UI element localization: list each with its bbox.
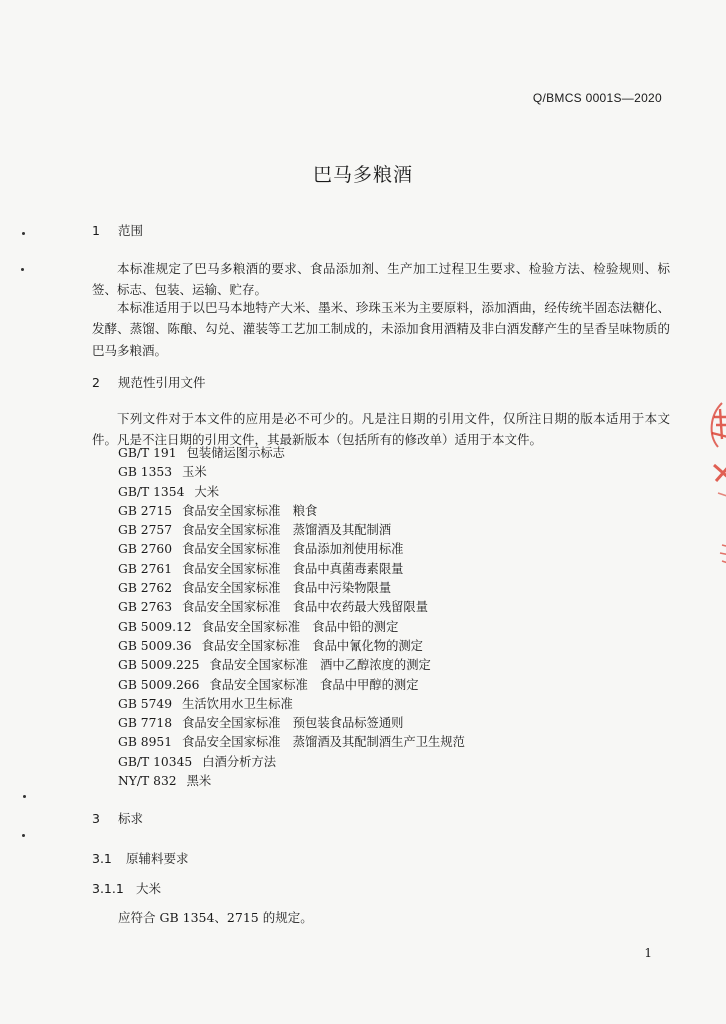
page-number: 1 — [644, 946, 652, 960]
reference-title: 食品安全国家标准 食品中真菌毒素限量 — [182, 561, 404, 576]
scan-speck — [23, 795, 26, 798]
reference-title: 玉米 — [182, 465, 207, 480]
section-2-heading — [92, 373, 206, 391]
section-3-heading — [92, 809, 143, 827]
official-seal-stamp — [700, 395, 726, 585]
reference-item — [118, 463, 465, 482]
reference-list — [118, 444, 465, 791]
reference-code: GB 2715 — [118, 503, 173, 518]
section-3-1-1-text: 应符合 GB 1354、2715 的规定。 — [118, 910, 313, 925]
reference-code: GB 2760 — [118, 542, 173, 557]
reference-item — [118, 579, 465, 598]
section-1-paragraph-1: 本标准规定了巴马多粮酒的要求、食品添加剂、生产加工过程卫生要求、检验方法、检验规则、标签、标志、包装、运输、贮存。 — [92, 261, 670, 298]
reference-title: 生活饮用水卫生标准 — [182, 696, 293, 711]
reference-item — [118, 695, 465, 714]
reference-code: GB 5009.12 — [118, 619, 192, 634]
reference-item — [118, 521, 465, 540]
reference-item — [118, 753, 465, 772]
reference-item — [118, 714, 465, 733]
reference-code: GB 7718 — [118, 716, 173, 731]
reference-code: GB 2762 — [118, 581, 173, 596]
reference-title: 白酒分析方法 — [202, 754, 277, 769]
document-title: 巴马多粮酒 — [312, 164, 413, 186]
reference-title: 食品安全国家标准 蒸馏酒及其配制酒生产卫生规范 — [182, 735, 465, 750]
reference-code: GB 2763 — [118, 600, 173, 615]
reference-item — [118, 618, 465, 637]
reference-title: 食品安全国家标准 食品中铅的测定 — [201, 619, 399, 634]
reference-code: GB 1353 — [118, 465, 173, 480]
reference-code: GB 5009.266 — [118, 677, 200, 692]
reference-title: 食品安全国家标准 蒸馏酒及其配制酒 — [182, 523, 392, 538]
reference-title: 食品安全国家标准 食品中甲醇的测定 — [209, 677, 419, 692]
reference-code: GB/T 191 — [118, 446, 177, 460]
section-title: 范围 — [117, 223, 143, 238]
section-number: 1 — [92, 223, 100, 238]
section-1-paragraph-2: 本标准适用于以巴马本地特产大米、墨米、珍珠玉米为主要原料，添加酒曲，经传统半固态法糖化、发酵、蒸馏、陈酿、勾兑、灌装等工艺加工制成的，未添加食用酒精及非白酒发酵产生的呈香呈味物质的巴马多粮酒。 — [92, 300, 670, 358]
reference-item — [118, 598, 465, 617]
reference-title: 食品安全国家标准 酒中乙醇浓度的测定 — [209, 658, 431, 673]
section-number: 3.1 — [92, 851, 112, 866]
section-number: 3.1.1 — [92, 881, 124, 896]
reference-title: 食品安全国家标准 食品中氰化物的测定 — [201, 638, 423, 653]
section-title: 大米 — [135, 881, 161, 896]
reference-code: GB 5009.36 — [118, 638, 192, 653]
reference-code: GB 8951 — [118, 735, 173, 750]
reference-title: 食品安全国家标准 预包装食品标签通则 — [182, 716, 404, 731]
reference-title: 食品安全国家标准 食品添加剂使用标准 — [182, 542, 404, 557]
reference-item — [118, 444, 465, 463]
scan-speck — [22, 232, 25, 235]
reference-item — [118, 483, 465, 502]
reference-title: 食品安全国家标准 食品中农药最大残留限量 — [182, 600, 429, 615]
reference-item — [118, 637, 465, 656]
reference-item — [118, 560, 465, 579]
reference-code: NY/T 832 — [118, 774, 177, 789]
reference-item — [118, 676, 465, 695]
reference-title: 包装储运图示标志 — [186, 446, 285, 460]
reference-item — [118, 540, 465, 559]
reference-item — [118, 656, 465, 675]
section-number: 2 — [92, 375, 100, 390]
section-title: 规范性引用文件 — [117, 375, 206, 390]
section-title: 标求 — [117, 811, 143, 826]
section-1-heading — [92, 221, 143, 239]
reference-code: GB 5749 — [118, 696, 173, 711]
standard-code: Q/BMCS 0001S—2020 — [532, 91, 662, 105]
reference-code: GB 5009.225 — [118, 658, 200, 673]
reference-code: GB/T 1354 — [118, 484, 185, 499]
reference-code: GB 2757 — [118, 523, 173, 538]
reference-item — [118, 772, 465, 791]
section-2-intro: 下列文件对于本文件的应用是必不可少的。凡是注日期的引用文件，仅所注日期的版本适用于本文件。凡是不注日期的引用文件，其最新版本（包括所有的修改单）适用于本文件。 — [92, 411, 670, 448]
reference-title: 大米 — [194, 484, 220, 499]
reference-title: 食品安全国家标准 粮食 — [182, 503, 318, 518]
scan-speck — [22, 834, 25, 837]
section-number: 3 — [92, 811, 100, 826]
reference-title: 黑米 — [186, 774, 212, 789]
scan-speck — [21, 268, 24, 271]
reference-title: 食品安全国家标准 食品中污染物限量 — [182, 581, 392, 596]
section-3-1-1-heading — [92, 879, 161, 897]
reference-item — [118, 733, 465, 752]
section-title: 原辅料要求 — [125, 851, 189, 866]
reference-code: GB 2761 — [118, 561, 173, 576]
reference-item — [118, 502, 465, 521]
reference-code: GB/T 10345 — [118, 754, 193, 769]
section-3-1-heading — [92, 849, 189, 867]
